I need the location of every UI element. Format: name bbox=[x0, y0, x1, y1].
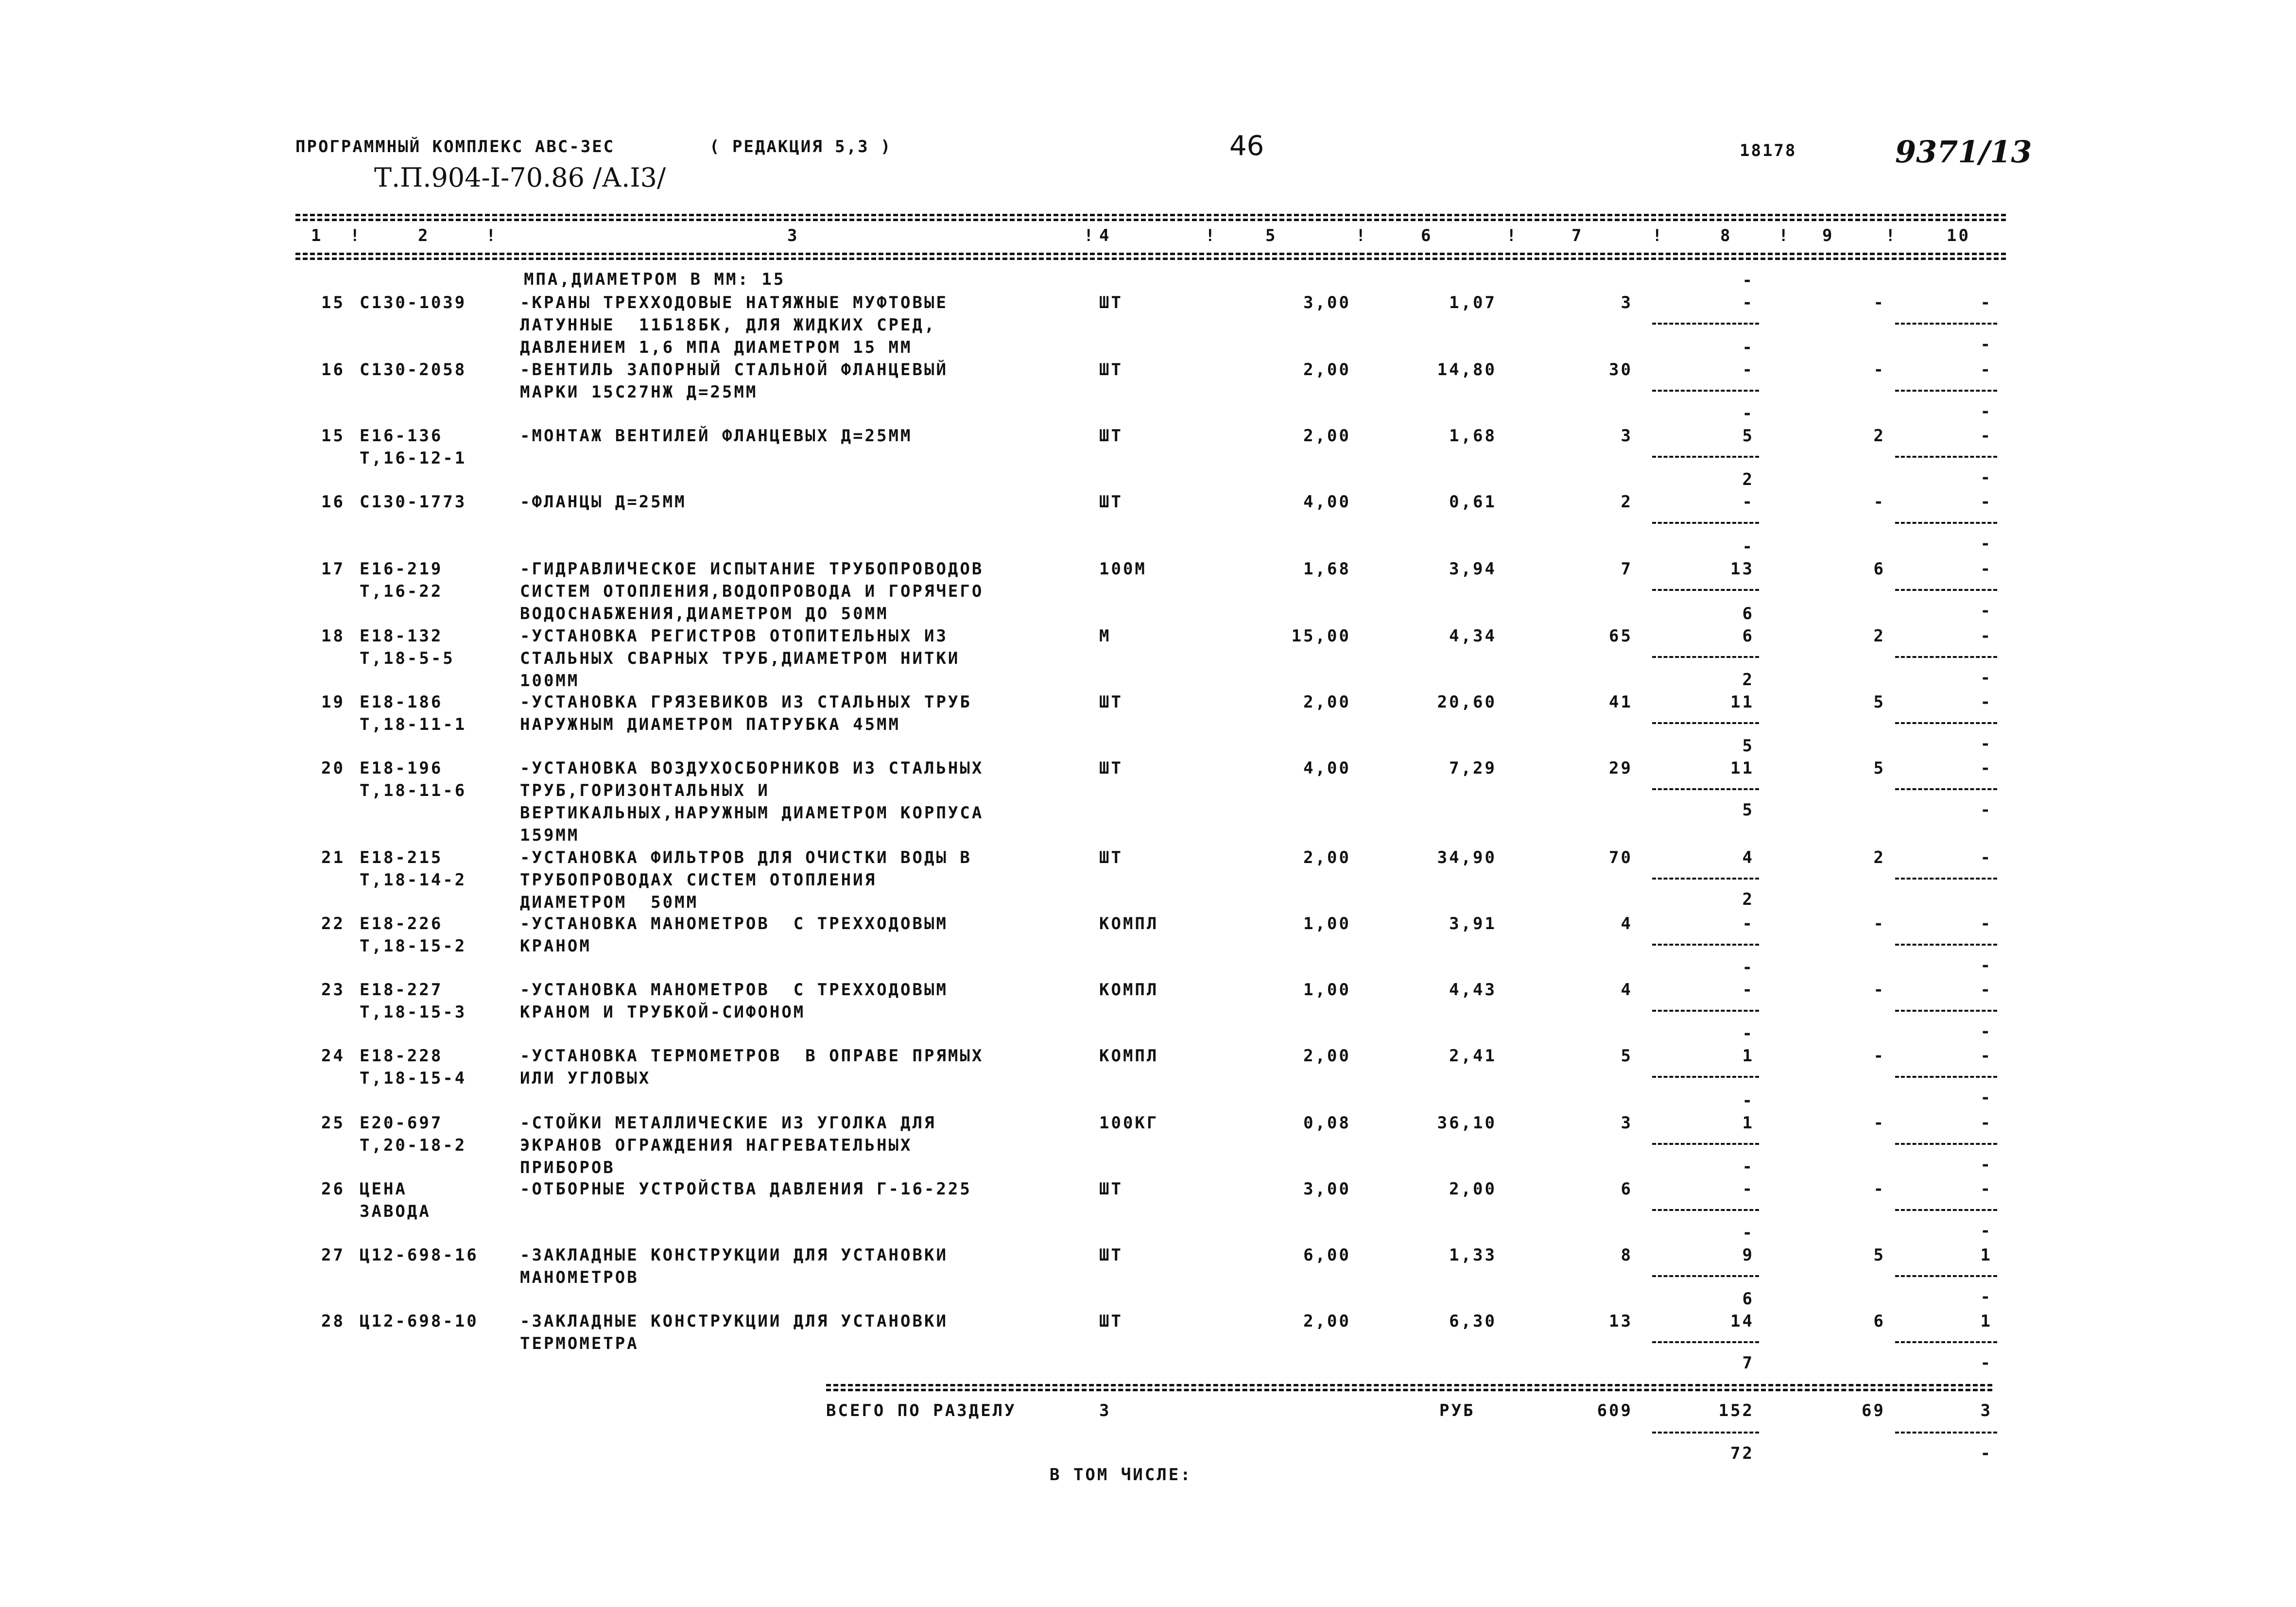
row-code: Т,18-15-2 bbox=[360, 936, 467, 956]
row-col8-rule bbox=[1652, 456, 1759, 458]
row-description: -УСТАНОВКА ФИЛЬТРОВ ДЛЯ ОЧИСТКИ ВОДЫ В bbox=[520, 848, 972, 867]
column-separator: ! bbox=[486, 226, 498, 245]
row-description: ТРУБ,ГОРИЗОНТАЛЬНЫХ И bbox=[520, 781, 770, 800]
header-rule-top bbox=[295, 214, 2006, 216]
row-col8-above: 5 bbox=[1742, 736, 1754, 756]
row-quantity: 2,00 bbox=[1303, 848, 1351, 867]
row-unit: КОМПЛ bbox=[1099, 1046, 1159, 1066]
row-col10: - bbox=[1980, 1113, 1992, 1133]
row-col10: 1 bbox=[1980, 1245, 1992, 1265]
row-unit-price: 1,07 bbox=[1449, 293, 1497, 312]
row-col10: - bbox=[1980, 1046, 1992, 1066]
row-code: Е18-215 bbox=[360, 848, 443, 867]
row-code: ЗАВОДА bbox=[360, 1202, 431, 1221]
row-total: 6 bbox=[1621, 1179, 1633, 1199]
row-unit-price: 34,90 bbox=[1437, 848, 1497, 867]
row-unit: ШТ bbox=[1099, 692, 1123, 712]
row-quantity: 15,00 bbox=[1291, 626, 1351, 646]
row-unit: ШТ bbox=[1099, 492, 1123, 512]
row-number: 25 bbox=[321, 1113, 345, 1133]
row-description: ИЛИ УГЛОВЫХ bbox=[520, 1069, 651, 1088]
project-code: Т.П.904-I-70.86 /А.I3/ bbox=[374, 162, 666, 193]
row-unit: ШТ bbox=[1099, 293, 1123, 312]
row-col9: - bbox=[1873, 360, 1885, 380]
row-unit-price: 3,91 bbox=[1449, 914, 1497, 933]
row-number: 16 bbox=[321, 492, 345, 512]
row-unit-price: 14,80 bbox=[1437, 360, 1497, 380]
row-col9: 6 bbox=[1873, 559, 1885, 579]
row-quantity: 2,00 bbox=[1303, 692, 1351, 712]
row-unit-price: 4,34 bbox=[1449, 626, 1497, 646]
row-col10: - bbox=[1980, 1179, 1992, 1199]
row-col8-above: - bbox=[1742, 537, 1754, 556]
row-col8-rule bbox=[1652, 1341, 1759, 1343]
row-total: 3 bbox=[1621, 1113, 1633, 1133]
row-code: Е18-227 bbox=[360, 980, 443, 1000]
row-col10-rule bbox=[1895, 944, 1997, 946]
edition-label: ( РЕДАКЦИЯ 5,3 ) bbox=[709, 137, 892, 156]
row-total: 13 bbox=[1609, 1312, 1633, 1331]
row-col8: - bbox=[1742, 914, 1754, 933]
row-col8: - bbox=[1742, 492, 1754, 512]
column-header-3: 3 bbox=[787, 226, 799, 245]
row-code: Е18-228 bbox=[360, 1046, 443, 1066]
row-col10-below: - bbox=[1980, 1088, 1992, 1107]
row-code: Т,16-22 bbox=[360, 582, 443, 601]
row-quantity: 6,00 bbox=[1303, 1245, 1351, 1265]
row-code: Е16-219 bbox=[360, 559, 443, 579]
row-code: С130-1039 bbox=[360, 293, 467, 312]
column-separator: ! bbox=[350, 226, 362, 245]
row-col10-below: - bbox=[1980, 1022, 1992, 1041]
row-description: 100ММ bbox=[520, 671, 580, 691]
row-col8-rule bbox=[1652, 1143, 1759, 1145]
row-description: -УСТАНОВКА МАНОМЕТРОВ С ТРЕХХОДОВЫМ bbox=[520, 980, 948, 1000]
row-number: 27 bbox=[321, 1245, 345, 1265]
row-col9: - bbox=[1873, 914, 1885, 933]
row-description: -ГИДРАВЛИЧЕСКОЕ ИСПЫТАНИЕ ТРУБОПРОВОДОВ bbox=[520, 559, 984, 579]
row-col10-rule bbox=[1895, 323, 1997, 325]
summary-col10: 3 bbox=[1980, 1401, 1992, 1420]
row-description: -УСТАНОВКА ВОЗДУХОСБОРНИКОВ ИЗ СТАЛЬНЫХ bbox=[520, 759, 984, 778]
row-description: -ФЛАНЦЫ Д=25ММ bbox=[520, 492, 687, 512]
row-col8-above: - bbox=[1742, 958, 1754, 977]
row-description: ЛАТУННЫЕ 11Б18БК, ДЛЯ ЖИДКИХ СРЕД, bbox=[520, 315, 936, 335]
row-col9: 2 bbox=[1873, 848, 1885, 867]
row-col10-below: - bbox=[1980, 1155, 1992, 1175]
row-col8-rule bbox=[1652, 878, 1759, 880]
row-description: КРАНОМ bbox=[520, 936, 591, 956]
row-col10-rule bbox=[1895, 656, 1997, 658]
row-code: Е16-136 bbox=[360, 426, 443, 446]
row-col8: 4 bbox=[1742, 848, 1754, 867]
header-rule-top-2 bbox=[295, 219, 2006, 221]
row-description: 159ММ bbox=[520, 826, 580, 845]
row-number: 21 bbox=[321, 848, 345, 867]
row-description: МАРКИ 15С27НЖ Д=25ММ bbox=[520, 382, 758, 402]
column-header-4: 4 bbox=[1099, 226, 1111, 245]
row-number: 16 bbox=[321, 360, 345, 380]
column-separator: ! bbox=[1652, 226, 1664, 245]
row-total: 4 bbox=[1621, 980, 1633, 1000]
row-quantity: 4,00 bbox=[1303, 492, 1351, 512]
row-unit: ШТ bbox=[1099, 426, 1123, 446]
summary-col8: 152 bbox=[1718, 1401, 1754, 1420]
row-col8-below: 7 bbox=[1742, 1353, 1754, 1373]
row-unit-price: 2,00 bbox=[1449, 1179, 1497, 1199]
row-col8-above: - bbox=[1742, 338, 1754, 357]
row-col9: - bbox=[1873, 1046, 1885, 1066]
row-col8-above: - bbox=[1742, 1024, 1754, 1043]
row-quantity: 4,00 bbox=[1303, 759, 1351, 778]
row-col10-below: - bbox=[1980, 956, 1992, 975]
row-total: 3 bbox=[1621, 293, 1633, 312]
row-description: ДАВЛЕНИЕМ 1,6 МПА ДИАМЕТРОМ 15 ММ bbox=[520, 338, 913, 357]
row-col10: - bbox=[1980, 914, 1992, 933]
row-code: Е18-196 bbox=[360, 759, 443, 778]
row-col10-rule bbox=[1895, 589, 1997, 591]
row-unit-price: 36,10 bbox=[1437, 1113, 1497, 1133]
row-col10-below: - bbox=[1980, 601, 1992, 621]
summary-rule-2 bbox=[826, 1389, 1992, 1391]
row-col10: - bbox=[1980, 293, 1992, 312]
row-col10-below: - bbox=[1980, 800, 1992, 820]
summary-col8-below: 72 bbox=[1730, 1444, 1754, 1463]
row-description: -СТОЙКИ МЕТАЛЛИЧЕСКИЕ ИЗ УГОЛКА ДЛЯ bbox=[520, 1113, 936, 1133]
row-description: СТАЛЬНЫХ СВАРНЫХ ТРУБ,ДИАМЕТРОМ НИТКИ bbox=[520, 649, 960, 668]
column-header-8: 8 bbox=[1720, 226, 1732, 245]
row-col8-above: 2 bbox=[1742, 670, 1754, 690]
row-col8-above: - bbox=[1742, 1223, 1754, 1243]
row-col8: 1 bbox=[1742, 1046, 1754, 1066]
row-col10: - bbox=[1980, 426, 1992, 446]
row-col10: - bbox=[1980, 980, 1992, 1000]
row-description: НАРУЖНЫМ ДИАМЕТРОМ ПАТРУБКА 45ММ bbox=[520, 715, 901, 734]
row-col9: 2 bbox=[1873, 626, 1885, 646]
row-quantity: 2,00 bbox=[1303, 426, 1351, 446]
summary-col8-rule bbox=[1652, 1432, 1759, 1434]
row-col10-rule bbox=[1895, 878, 1997, 880]
row-number: 17 bbox=[321, 559, 345, 579]
row-code: Ц12-698-10 bbox=[360, 1312, 479, 1331]
row-unit-price: 1,68 bbox=[1449, 426, 1497, 446]
row-col8-rule bbox=[1652, 722, 1759, 724]
row-description: ДИАМЕТРОМ 50ММ bbox=[520, 893, 699, 912]
row-col10-below: - bbox=[1980, 1287, 1992, 1307]
row-col10-rule bbox=[1895, 390, 1997, 392]
row-description: -УСТАНОВКА МАНОМЕТРОВ С ТРЕХХОДОВЫМ bbox=[520, 914, 948, 933]
row-col9: - bbox=[1873, 1113, 1885, 1133]
header-rule-bottom bbox=[295, 253, 2006, 255]
row-code: Т,18-14-2 bbox=[360, 870, 467, 890]
row-col9: 2 bbox=[1873, 426, 1885, 446]
row-unit: 100КГ bbox=[1099, 1113, 1159, 1133]
row-col10-rule bbox=[1895, 1209, 1997, 1211]
row-description: КРАНОМ И ТРУБКОЙ-СИФОНОМ bbox=[520, 1002, 806, 1022]
row-unit-price: 20,60 bbox=[1437, 692, 1497, 712]
row-col8-above: - bbox=[1742, 271, 1754, 290]
row-code: С130-1773 bbox=[360, 492, 467, 512]
row-unit: ШТ bbox=[1099, 1245, 1123, 1265]
row-col9: 6 bbox=[1873, 1312, 1885, 1331]
summary-col10-below: - bbox=[1980, 1444, 1992, 1463]
row-quantity: 1,00 bbox=[1303, 914, 1351, 933]
row-col8-above: - bbox=[1742, 404, 1754, 423]
row-col9: - bbox=[1873, 293, 1885, 312]
row-col8-rule bbox=[1652, 1275, 1759, 1277]
row-total: 41 bbox=[1609, 692, 1633, 712]
row-unit: КОМПЛ bbox=[1099, 914, 1159, 933]
row-col8: 11 bbox=[1730, 692, 1754, 712]
row-col8-above: 6 bbox=[1742, 604, 1754, 623]
row-col10-below: - bbox=[1980, 668, 1992, 688]
summary-currency: РУБ bbox=[1439, 1401, 1475, 1420]
row-quantity: 2,00 bbox=[1303, 360, 1351, 380]
row-unit-price: 7,29 bbox=[1449, 759, 1497, 778]
row-unit: ШТ bbox=[1099, 848, 1123, 867]
header-rule-bottom-2 bbox=[295, 258, 2006, 260]
row-total: 8 bbox=[1621, 1245, 1633, 1265]
row-col8: - bbox=[1742, 360, 1754, 380]
row-col10-below: - bbox=[1980, 534, 1992, 553]
column-header-7: 7 bbox=[1571, 226, 1584, 245]
row-description: -ВЕНТИЛЬ ЗАПОРНЫЙ СТАЛЬНОЙ ФЛАНЦЕВЫЙ bbox=[520, 360, 948, 380]
row-code: ЦЕНА bbox=[360, 1179, 407, 1199]
row-col8-rule bbox=[1652, 522, 1759, 524]
row-col10: - bbox=[1980, 492, 1992, 512]
row-number: 20 bbox=[321, 759, 345, 778]
row-col8-above: 2 bbox=[1742, 470, 1754, 489]
row-description: -ОТБОРНЫЕ УСТРОЙСТВА ДАВЛЕНИЯ Г-16-225 bbox=[520, 1179, 972, 1199]
row-col8-above: - bbox=[1742, 1157, 1754, 1176]
column-separator: ! bbox=[1506, 226, 1519, 245]
row-col10-below: - bbox=[1980, 335, 1992, 354]
row-col10: - bbox=[1980, 360, 1992, 380]
row-unit-price: 1,33 bbox=[1449, 1245, 1497, 1265]
row-description: -ЗАКЛАДНЫЕ КОНСТРУКЦИИ ДЛЯ УСТАНОВКИ bbox=[520, 1245, 948, 1265]
continued-text: МПА,ДИАМЕТРОМ В ММ: 15 bbox=[524, 270, 786, 289]
row-col8-above: - bbox=[1742, 1091, 1754, 1110]
row-col10: - bbox=[1980, 559, 1992, 579]
row-unit: КОМПЛ bbox=[1099, 980, 1159, 1000]
row-description: -КРАНЫ ТРЕХХОДОВЫЕ НАТЯЖНЫЕ МУФТОВЫЕ bbox=[520, 293, 948, 312]
row-unit-price: 3,94 bbox=[1449, 559, 1497, 579]
row-col8: 1 bbox=[1742, 1113, 1754, 1133]
including-label: В ТОМ ЧИСЛЕ: bbox=[1050, 1465, 1192, 1485]
row-total: 7 bbox=[1621, 559, 1633, 579]
row-col10-below: - bbox=[1980, 468, 1992, 487]
row-col10: - bbox=[1980, 626, 1992, 646]
row-code: Е20-697 bbox=[360, 1113, 443, 1133]
row-total: 65 bbox=[1609, 626, 1633, 646]
row-col8-rule bbox=[1652, 1076, 1759, 1078]
summary-rule bbox=[826, 1384, 1992, 1386]
row-code: Ц12-698-16 bbox=[360, 1245, 479, 1265]
row-col8: 13 bbox=[1730, 559, 1754, 579]
row-unit-price: 2,41 bbox=[1449, 1046, 1497, 1066]
row-quantity: 1,00 bbox=[1303, 980, 1351, 1000]
row-unit: ШТ bbox=[1099, 759, 1123, 778]
row-number: 23 bbox=[321, 980, 345, 1000]
row-description: ТЕРМОМЕТРА bbox=[520, 1334, 639, 1353]
row-col8: 9 bbox=[1742, 1245, 1754, 1265]
row-number: 24 bbox=[321, 1046, 345, 1066]
row-col10-below: - bbox=[1980, 402, 1992, 421]
row-col8-below: 2 bbox=[1742, 890, 1754, 909]
row-description: -ЗАКЛАДНЫЕ КОНСТРУКЦИИ ДЛЯ УСТАНОВКИ bbox=[520, 1312, 948, 1331]
summary-total: 609 bbox=[1597, 1401, 1633, 1420]
row-total: 2 bbox=[1621, 492, 1633, 512]
column-separator: ! bbox=[1885, 226, 1898, 245]
row-number: 15 bbox=[321, 293, 345, 312]
row-col10-rule bbox=[1895, 1275, 1997, 1277]
row-col8: 14 bbox=[1730, 1312, 1754, 1331]
row-number: 19 bbox=[321, 692, 345, 712]
row-quantity: 0,08 bbox=[1303, 1113, 1351, 1133]
row-code: Т,16-12-1 bbox=[360, 449, 467, 468]
row-code: Т,18-15-3 bbox=[360, 1002, 467, 1022]
row-code: Е18-132 bbox=[360, 626, 443, 646]
row-col10-rule bbox=[1895, 1143, 1997, 1145]
row-total: 3 bbox=[1621, 426, 1633, 446]
row-col9: - bbox=[1873, 980, 1885, 1000]
row-number: 26 bbox=[321, 1179, 345, 1199]
column-separator: ! bbox=[1778, 226, 1791, 245]
column-separator: ! bbox=[1084, 226, 1096, 245]
row-col8-rule bbox=[1652, 656, 1759, 658]
row-description: МАНОМЕТРОВ bbox=[520, 1268, 639, 1287]
row-col10: 1 bbox=[1980, 1312, 1992, 1331]
row-code: Т,20-18-2 bbox=[360, 1136, 467, 1155]
row-col10-rule bbox=[1895, 456, 1997, 458]
row-code: Е18-186 bbox=[360, 692, 443, 712]
row-unit: ШТ bbox=[1099, 360, 1123, 380]
row-total: 4 bbox=[1621, 914, 1633, 933]
row-description: -УСТАНОВКА ТЕРМОМЕТРОВ В ОПРАВЕ ПРЯМЫХ bbox=[520, 1046, 984, 1066]
row-col8-above: 6 bbox=[1742, 1289, 1754, 1309]
column-header-5: 5 bbox=[1265, 226, 1277, 245]
row-unit: ШТ bbox=[1099, 1179, 1123, 1199]
row-col9: 5 bbox=[1873, 759, 1885, 778]
row-code: С130-2058 bbox=[360, 360, 467, 380]
row-col10-rule bbox=[1895, 1010, 1997, 1012]
column-separator: ! bbox=[1205, 226, 1217, 245]
row-description: ВОДОСНАБЖЕНИЯ,ДИАМЕТРОМ ДО 50ММ bbox=[520, 604, 889, 623]
row-unit: 100М bbox=[1099, 559, 1147, 579]
row-col10-below: - bbox=[1980, 1221, 1992, 1241]
row-col8-rule bbox=[1652, 589, 1759, 591]
row-col10-rule bbox=[1895, 1076, 1997, 1078]
row-quantity: 3,00 bbox=[1303, 1179, 1351, 1199]
row-code: Т,18-11-1 bbox=[360, 715, 467, 734]
row-code: Е18-226 bbox=[360, 914, 443, 933]
document-code: 18178 bbox=[1740, 141, 1797, 160]
row-col10: - bbox=[1980, 692, 1992, 712]
column-separator: ! bbox=[1356, 226, 1368, 245]
handwritten-number: 9371/13 bbox=[1895, 134, 2032, 170]
row-col10: - bbox=[1980, 848, 1992, 867]
row-number: 15 bbox=[321, 426, 345, 446]
row-number: 18 bbox=[321, 626, 345, 646]
row-col9: 5 bbox=[1873, 692, 1885, 712]
row-code: Т,18-11-6 bbox=[360, 781, 467, 800]
row-total: 70 bbox=[1609, 848, 1633, 867]
row-col10-rule bbox=[1895, 522, 1997, 524]
program-name: ПРОГРАММНЫЙ КОМПЛЕКС АВС-3ЕС bbox=[295, 137, 615, 156]
row-code: Т,18-15-4 bbox=[360, 1069, 467, 1088]
row-unit: ШТ bbox=[1099, 1312, 1123, 1331]
row-col9: - bbox=[1873, 1179, 1885, 1199]
row-col8: - bbox=[1742, 1179, 1754, 1199]
row-unit-price: 4,43 bbox=[1449, 980, 1497, 1000]
row-quantity: 1,68 bbox=[1303, 559, 1351, 579]
row-number: 22 bbox=[321, 914, 345, 933]
column-header-6: 6 bbox=[1421, 226, 1433, 245]
row-col10-rule bbox=[1895, 788, 1997, 790]
row-col8-rule bbox=[1652, 390, 1759, 392]
row-col10-below: - bbox=[1980, 734, 1992, 754]
row-col8: - bbox=[1742, 293, 1754, 312]
row-col8: 11 bbox=[1730, 759, 1754, 778]
row-quantity: 2,00 bbox=[1303, 1046, 1351, 1066]
row-col8-below: 5 bbox=[1742, 800, 1754, 820]
summary-section: 3 bbox=[1099, 1401, 1111, 1420]
row-quantity: 3,00 bbox=[1303, 293, 1351, 312]
row-description: -МОНТАЖ ВЕНТИЛЕЙ ФЛАНЦЕВЫХ Д=25ММ bbox=[520, 426, 913, 446]
row-description: -УСТАНОВКА ГРЯЗЕВИКОВ ИЗ СТАЛЬНЫХ ТРУБ bbox=[520, 692, 972, 712]
column-header-10: 10 bbox=[1947, 226, 1970, 245]
row-col8: 6 bbox=[1742, 626, 1754, 646]
row-col8: - bbox=[1742, 980, 1754, 1000]
row-col9: 5 bbox=[1873, 1245, 1885, 1265]
row-col10-rule bbox=[1895, 722, 1997, 724]
row-total: 29 bbox=[1609, 759, 1633, 778]
row-total: 30 bbox=[1609, 360, 1633, 380]
summary-col9: 69 bbox=[1862, 1401, 1885, 1420]
column-header-1: 1 bbox=[311, 226, 323, 245]
row-col10: - bbox=[1980, 759, 1992, 778]
row-col8-rule bbox=[1652, 1209, 1759, 1211]
row-col10-rule bbox=[1895, 1341, 1997, 1343]
summary-label: ВСЕГО ПО РАЗДЕЛУ bbox=[826, 1401, 1017, 1420]
row-col8-rule bbox=[1652, 323, 1759, 325]
row-description: СИСТЕМ ОТОПЛЕНИЯ,ВОДОПРОВОДА И ГОРЯЧЕГО bbox=[520, 582, 984, 601]
row-description: ЭКРАНОВ ОГРАЖДЕНИЯ НАГРЕВАТЕЛЬНЫХ bbox=[520, 1136, 913, 1155]
row-total: 5 bbox=[1621, 1046, 1633, 1066]
row-quantity: 2,00 bbox=[1303, 1312, 1351, 1331]
row-unit-price: 0,61 bbox=[1449, 492, 1497, 512]
row-description: ПРИБОРОВ bbox=[520, 1158, 615, 1177]
row-col8-rule bbox=[1652, 788, 1759, 790]
column-header-9: 9 bbox=[1822, 226, 1834, 245]
row-col8-rule bbox=[1652, 1010, 1759, 1012]
summary-col10-rule bbox=[1895, 1432, 1997, 1434]
row-description: ТРУБОПРОВОДАХ СИСТЕМ ОТОПЛЕНИЯ bbox=[520, 870, 877, 890]
row-description: ВЕРТИКАЛЬНЫХ,НАРУЖНЫМ ДИАМЕТРОМ КОРПУСА bbox=[520, 803, 984, 823]
page-number: 46 bbox=[1229, 130, 1264, 162]
row-col10-below: - bbox=[1980, 1353, 1992, 1373]
column-header-2: 2 bbox=[418, 226, 430, 245]
row-description: -УСТАНОВКА РЕГИСТРОВ ОТОПИТЕЛЬНЫХ ИЗ bbox=[520, 626, 948, 646]
row-unit-price: 6,30 bbox=[1449, 1312, 1497, 1331]
row-col9: - bbox=[1873, 492, 1885, 512]
row-code: Т,18-5-5 bbox=[360, 649, 455, 668]
row-col8-rule bbox=[1652, 944, 1759, 946]
row-number: 28 bbox=[321, 1312, 345, 1331]
row-col8: 5 bbox=[1742, 426, 1754, 446]
row-unit: М bbox=[1099, 626, 1111, 646]
